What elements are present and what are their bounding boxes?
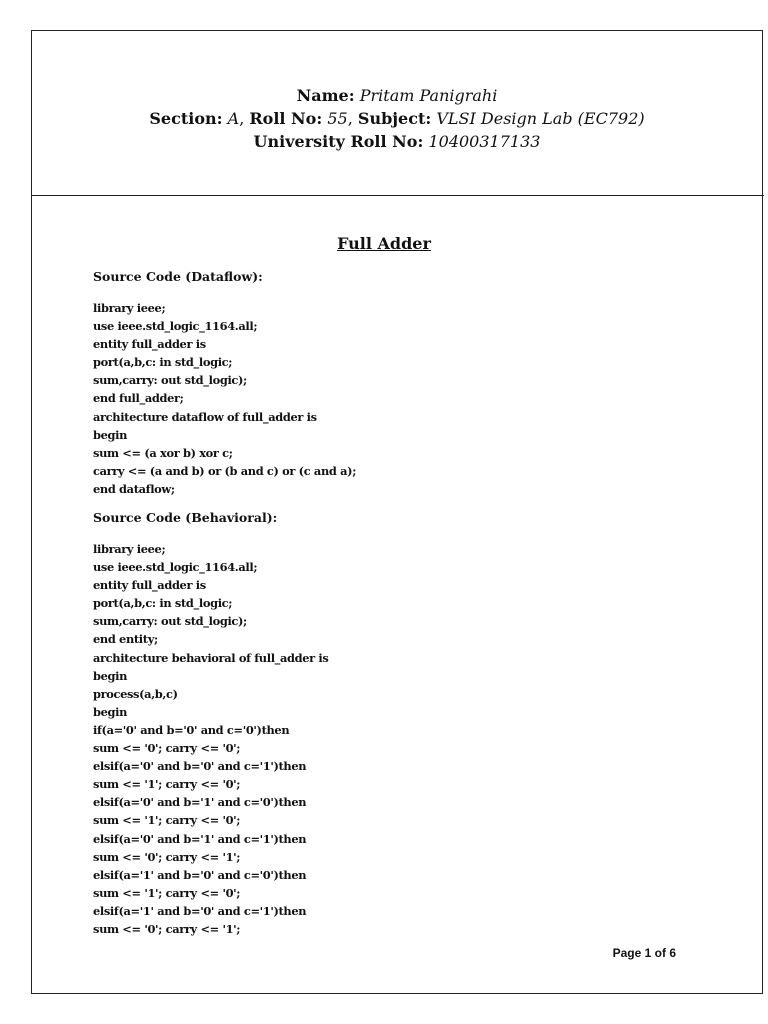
code-line: library ieee; xyxy=(93,542,166,556)
code-line: carry <= (a and b) or (b and c) or (c and a); xyxy=(93,463,357,478)
subject-label: Subject: xyxy=(357,109,432,128)
code-line: sum <= (a xor b) xor c; xyxy=(93,445,233,460)
code-line: use ieee.std_logic_1164.all; xyxy=(93,560,258,575)
page-total: 6 xyxy=(669,946,676,960)
university-roll-value: 10400317133 xyxy=(428,132,541,151)
code-line: elsif(a='0' and b='1' and c='0')then xyxy=(93,795,307,810)
code-line: begin xyxy=(93,704,128,719)
page-of-word: of xyxy=(654,946,666,960)
name-label: Name: xyxy=(296,86,355,105)
code-line: end dataflow; xyxy=(93,481,175,496)
code-line: sum <= '0'; carry <= '1'; xyxy=(93,921,241,936)
section-line: Section: A, Roll No: 55, Subject: VLSI Design Lab (EC792) xyxy=(149,109,645,128)
behavioral-heading: Source Code (Behavioral): xyxy=(93,510,278,525)
code-line: port(a,b,c: in std_logic; xyxy=(93,355,233,370)
code-line: elsif(a='0' and b='1' and c='1')then xyxy=(93,831,307,846)
name-line xyxy=(31,84,763,107)
code-line: use ieee.std_logic_1164.all; xyxy=(93,319,258,334)
code-line: sum,carry: out std_logic); xyxy=(93,614,247,629)
section-value: A xyxy=(227,109,240,128)
university-roll-label: University Roll No: xyxy=(253,132,424,151)
code-line: begin xyxy=(93,427,128,442)
code-line: sum <= '0'; carry <= '1'; xyxy=(93,849,241,864)
name-value: Pritam Panigrahi xyxy=(359,86,498,105)
code-line: sum,carry: out std_logic); xyxy=(93,373,247,388)
code-line: sum <= '1'; carry <= '0'; xyxy=(93,777,241,792)
code-line: sum <= '1'; carry <= '0'; xyxy=(93,885,241,900)
page-title: Full Adder xyxy=(337,234,431,253)
code-line: entity full_adder is xyxy=(93,578,206,593)
subject-value: VLSI Design Lab (EC792) xyxy=(436,109,645,128)
header-divider xyxy=(31,195,764,196)
code-line: elsif(a='1' and b='0' and c='1')then xyxy=(93,903,307,918)
code-line: architecture dataflow of full_adder is xyxy=(93,409,317,424)
code-line: elsif(a='1' and b='0' and c='0')then xyxy=(93,867,307,882)
code-line: library ieee; xyxy=(93,301,166,315)
roll-label: Roll No: xyxy=(249,109,323,128)
dataflow-heading: Source Code (Dataflow): xyxy=(93,269,263,284)
code-line: process(a,b,c) xyxy=(93,686,178,701)
code-line: sum <= '1'; carry <= '0'; xyxy=(93,813,241,828)
page-current: 1 xyxy=(644,946,652,960)
university-roll-line xyxy=(31,130,763,153)
code-line: end entity; xyxy=(93,632,158,647)
code-line: architecture behavioral of full_adder is xyxy=(93,650,329,665)
dataflow-code xyxy=(93,299,356,498)
document-header xyxy=(31,84,763,153)
code-line: elsif(a='0' and b='0' and c='1')then xyxy=(93,759,307,774)
roll-value: 55 xyxy=(327,109,348,128)
code-line: end full_adder; xyxy=(93,391,184,406)
page-number xyxy=(560,946,676,960)
code-line: entity full_adder is xyxy=(93,337,206,352)
code-line: sum <= '0'; carry <= '0'; xyxy=(93,741,241,756)
behavioral-code xyxy=(93,540,328,938)
page-word: Page xyxy=(612,946,642,960)
code-line: port(a,b,c: in std_logic; xyxy=(93,596,233,611)
section-label: Section: xyxy=(149,109,223,128)
code-line: begin xyxy=(93,668,128,683)
code-line: if(a='0' and b='0' and c='0')then xyxy=(93,722,290,737)
